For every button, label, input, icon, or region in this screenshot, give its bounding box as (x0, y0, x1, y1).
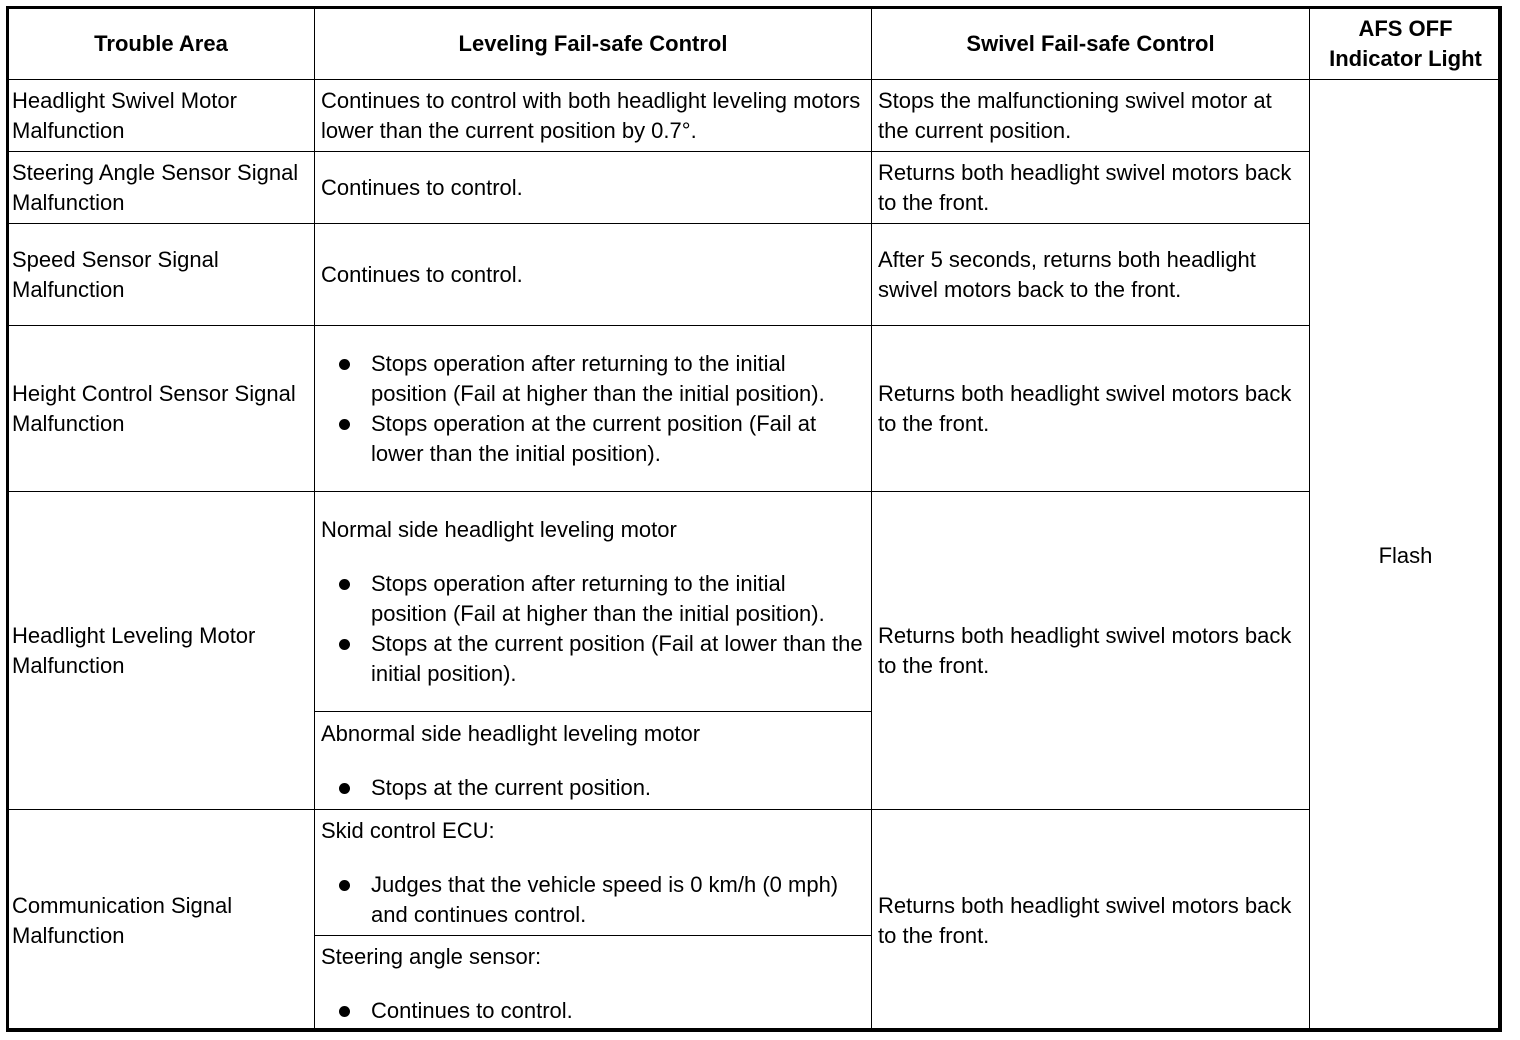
bullet-item: Stops at the current position. (321, 773, 867, 803)
trouble-cell: Speed Sensor Signal Malfunction (8, 224, 315, 326)
swivel-cell: After 5 seconds, returns both headlight swivel motors back to the front. (872, 224, 1310, 326)
leveling-bullet-list (321, 996, 867, 1026)
fail-safe-table (7, 7, 1502, 1032)
leveling-cell: Continues to control. (315, 224, 872, 326)
leveling-cell (315, 326, 872, 492)
bullet-item: Stops operation after returning to the initial position (Fail at higher than the initial position). (321, 569, 867, 629)
leveling-cell (315, 810, 872, 936)
header-leveling: Leveling Fail-safe Control (315, 8, 872, 80)
bullet-item: Stops at the current position (Fail at lower than the initial position). (321, 629, 867, 689)
bullet-item: Judges that the vehicle speed is 0 km/h (0 mph) and continues control. (321, 870, 867, 930)
indicator-cell: Flash (1310, 80, 1502, 1032)
header-indicator-line1: AFS OFF (1358, 15, 1453, 41)
leveling-bullet-list (321, 349, 867, 469)
trouble-cell: Headlight Leveling Motor Malfunction (8, 492, 315, 810)
bullet-item: Stops operation at the current position (Fail at lower than the initial position). (321, 409, 867, 469)
leveling-sub-label: Skid control ECU: (321, 817, 495, 843)
header-trouble-area: Trouble Area (8, 8, 315, 80)
table-row (8, 152, 1502, 224)
swivel-cell: Returns both headlight swivel motors back to the front. (872, 152, 1310, 224)
leveling-cell (315, 936, 872, 1032)
swivel-cell: Returns both headlight swivel motors back to the front. (872, 810, 1310, 1032)
header-indicator (1310, 8, 1502, 80)
bullet-item: Stops operation after returning to the initial position (Fail at higher than the initial position). (321, 349, 867, 409)
leveling-bullet-list (321, 870, 867, 930)
trouble-cell: Height Control Sensor Signal Malfunction (8, 326, 315, 492)
table-row (8, 326, 1502, 492)
header-indicator-line2: Indicator Light (1329, 45, 1482, 71)
trouble-cell: Communication Signal Malfunction (8, 810, 315, 1032)
swivel-cell: Stops the malfunctioning swivel motor at the current position. (872, 80, 1310, 152)
leveling-sub-label: Abnormal side headlight leveling motor (321, 720, 701, 746)
leveling-sub-label: Normal side headlight leveling motor (321, 516, 677, 542)
table-row (8, 810, 1502, 936)
swivel-cell: Returns both headlight swivel motors back to the front. (872, 492, 1310, 810)
leveling-cell (315, 712, 872, 810)
header-row (8, 8, 1502, 80)
leveling-cell: Continues to control with both headlight leveling motors lower than the current position by 0.7°. (315, 80, 872, 152)
leveling-cell: Continues to control. (315, 152, 872, 224)
header-swivel: Swivel Fail-safe Control (872, 8, 1310, 80)
leveling-bullet-list (321, 569, 867, 689)
bullet-item: Continues to control. (321, 996, 867, 1026)
table-row (8, 80, 1502, 152)
table-row (8, 492, 1502, 712)
leveling-bullet-list (321, 773, 867, 803)
leveling-cell (315, 492, 872, 712)
swivel-cell: Returns both headlight swivel motors back to the front. (872, 326, 1310, 492)
trouble-cell: Steering Angle Sensor Signal Malfunction (8, 152, 315, 224)
leveling-sub-label: Steering angle sensor: (321, 943, 542, 969)
trouble-cell: Headlight Swivel Motor Malfunction (8, 80, 315, 152)
table-row (8, 224, 1502, 326)
